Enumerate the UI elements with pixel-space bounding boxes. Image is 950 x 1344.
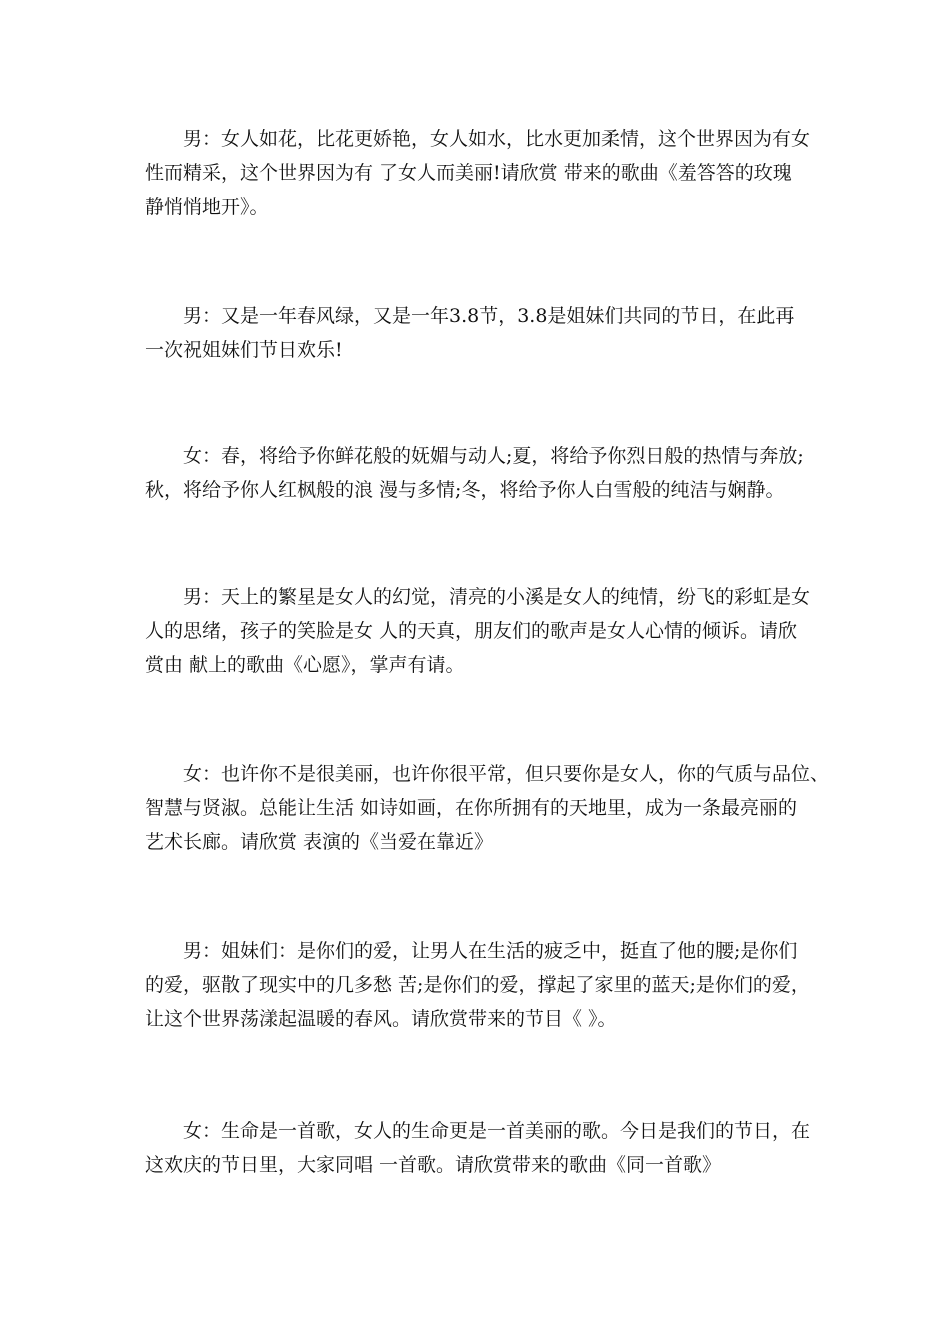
paragraph-line: 男：又是一年春风绿，又是一年3.8节，3.8是姐妹们共同的节日，在此再 bbox=[145, 305, 795, 327]
paragraph-line: 静悄悄地开》。 bbox=[145, 196, 269, 218]
paragraph-3 bbox=[145, 439, 815, 507]
paragraph-line: 男：女人如花，比花更娇艳，女人如水，比水更加柔情，这个世界因为有女 bbox=[145, 128, 811, 150]
paragraph-line: 女：也许你不是很美丽，也许你很平常，但只要你是女人，你的气质与品位、 bbox=[145, 763, 830, 785]
paragraph-1 bbox=[145, 122, 815, 224]
paragraph-line: 艺术长廊。请欣赏 表演的《当爱在靠近》 bbox=[145, 831, 494, 853]
paragraph-line: 女：春，将给予你鲜花般的妩媚与动人;夏，将给予你烈日般的热情与奔放; bbox=[145, 445, 804, 467]
paragraph-line: 智慧与贤淑。总能让生活 如诗如画，在你所拥有的天地里，成为一条最亮丽的 bbox=[145, 797, 798, 819]
paragraph-4 bbox=[145, 580, 815, 682]
paragraph-line: 的爱，驱散了现实中的几多愁 苦;是你们的爱，撑起了家里的蓝天;是你们的爱， bbox=[145, 974, 810, 996]
paragraph-line: 一次祝姐妹们节日欢乐! bbox=[145, 339, 343, 361]
paragraph-5 bbox=[145, 757, 830, 859]
paragraph-6 bbox=[145, 934, 815, 1036]
paragraph-line: 男：姐妹们：是你们的爱，让男人在生活的疲乏中，挺直了他的腰;是你们 bbox=[145, 940, 798, 962]
paragraph-line: 赏由 献上的歌曲《心愿》，掌声有请。 bbox=[145, 654, 465, 676]
paragraph-line: 男：天上的繁星是女人的幻觉，清亮的小溪是女人的纯情，纷飞的彩虹是女 bbox=[145, 586, 811, 608]
paragraph-line: 人的思绪，孩子的笑脸是女 人的天真，朋友们的歌声是女人心情的倾诉。请欣 bbox=[145, 620, 798, 642]
paragraph-2 bbox=[145, 299, 815, 367]
paragraph-line: 女：生命是一首歌，女人的生命更是一首美丽的歌。今日是我们的节日，在 bbox=[145, 1120, 811, 1142]
paragraph-line: 秋，将给予你人红枫般的浪 漫与多情;冬，将给予你人白雪般的纯洁与娴静。 bbox=[145, 479, 785, 501]
paragraph-line: 这欢庆的节日里，大家同唱 一首歌。请欣赏带来的歌曲《同一首歌》 bbox=[145, 1154, 722, 1176]
paragraph-7 bbox=[145, 1114, 815, 1182]
paragraph-line: 性而精采，这个世界因为有 了女人而美丽!请欣赏 带来的歌曲《羞答答的玫瑰 bbox=[145, 162, 792, 184]
paragraph-line: 让这个世界荡漾起温暖的春风。请欣赏带来的节目《 》。 bbox=[145, 1008, 617, 1030]
